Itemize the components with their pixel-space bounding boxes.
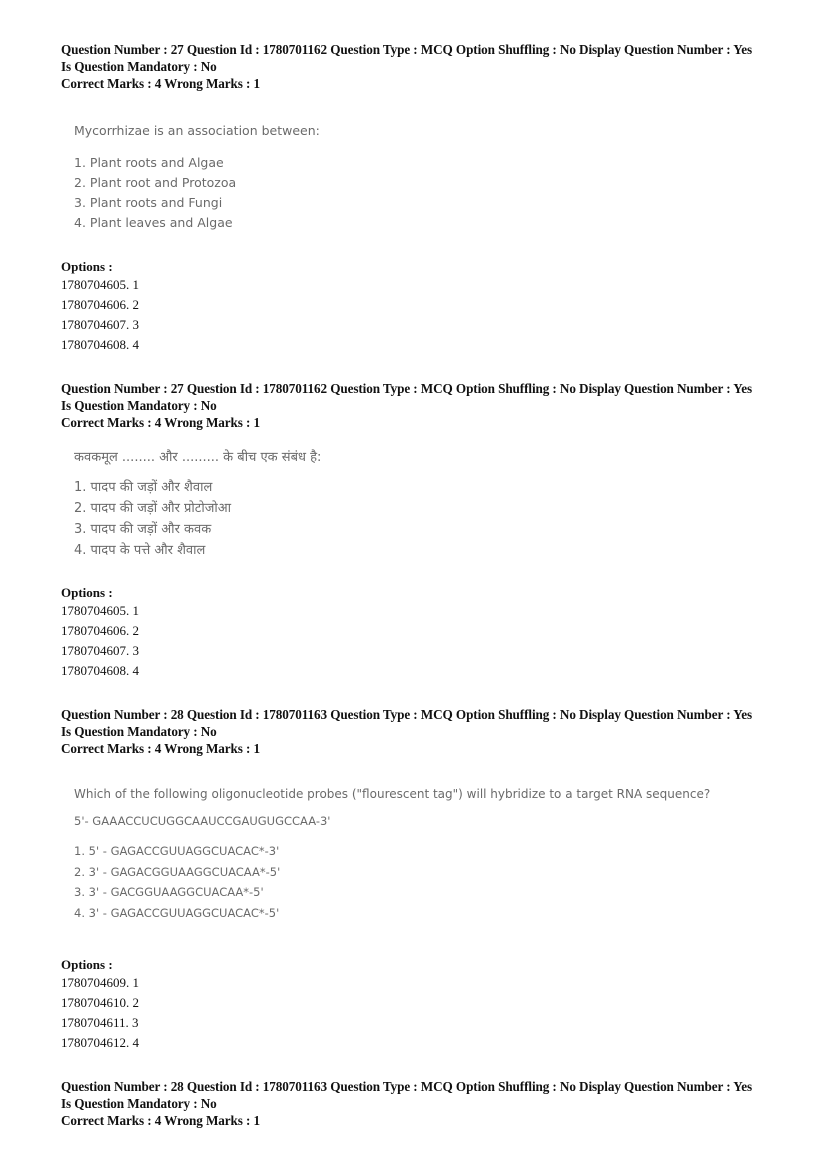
question-mandatory-line: Is Question Mandatory : No [61, 398, 217, 413]
options-title: Options : [61, 957, 113, 972]
question-header [61, 706, 781, 757]
rna-sequence: 5'- GAAACCUCUGGCAAUCCGAUGUGCCAA-3' [74, 814, 331, 828]
option-item: 1780704605. 1 [61, 603, 139, 618]
question-choice: 4. 3' - GAGACCGUUAGGCUACAC*-5' [74, 905, 280, 920]
question-image [74, 447, 321, 561]
question-meta-line: Question Number : 27 Question Id : 1780701162 Question Type : MCQ Option Shuffling : No Display Question Number : Yes [61, 381, 752, 396]
options-title: Options : [61, 259, 113, 274]
question-choice: 2. Plant root and Protozoa [74, 175, 237, 190]
option-item: 1780704607. 3 [61, 317, 139, 332]
question-stem: कवकमूल ........ और ......... के बीच एक संबंध है: [74, 450, 322, 465]
question-marks-line: Correct Marks : 4 Wrong Marks : 1 [61, 741, 261, 756]
question-meta-line: Question Number : 28 Question Id : 1780701163 Question Type : MCQ Option Shuffling : No Display Question Number : Yes [61, 1079, 752, 1094]
question-choice: 2. पादप की जड़ों और प्रोटोजोआ [74, 501, 232, 516]
option-item: 1780704606. 2 [61, 297, 139, 312]
option-item: 1780704612. 4 [61, 1035, 139, 1050]
question-stem: Mycorrhizae is an association between: [74, 123, 320, 138]
question-choice: 1. Plant roots and Algae [74, 155, 224, 170]
question-meta-line: Question Number : 28 Question Id : 1780701163 Question Type : MCQ Option Shuffling : No Display Question Number : Yes [61, 707, 752, 722]
question-choice: 3. पादप की जड़ों और कवक [74, 522, 212, 537]
question-image [74, 787, 710, 923]
option-item: 1780704608. 4 [61, 663, 139, 678]
question-choice: 3. 3' - GACGGUAAGGCUACAA*-5' [74, 885, 264, 899]
question-stem: Which of the following oligonucleotide probes ("flourescent tag") will hybridize to a target RNA sequence? [74, 787, 711, 801]
question-choice: 1. पादप की जड़ों और शैवाल [74, 480, 213, 495]
question-mandatory-line: Is Question Mandatory : No [61, 59, 217, 74]
option-item: 1780704605. 1 [61, 277, 139, 292]
question-choice: 3. Plant roots and Fungi [74, 195, 223, 210]
question-mandatory-line: Is Question Mandatory : No [61, 1096, 217, 1111]
question-choice: 4. Plant leaves and Algae [74, 215, 233, 230]
options-title: Options : [61, 585, 113, 600]
option-item: 1780704609. 1 [61, 975, 139, 990]
question-image [74, 123, 320, 233]
question-mandatory-line: Is Question Mandatory : No [61, 724, 217, 739]
question-header [61, 380, 781, 431]
option-item: 1780704610. 2 [61, 995, 139, 1010]
question-marks-line: Correct Marks : 4 Wrong Marks : 1 [61, 1113, 261, 1128]
question-meta-line: Question Number : 27 Question Id : 1780701162 Question Type : MCQ Option Shuffling : No Display Question Number : Yes [61, 42, 752, 57]
option-item: 1780704611. 3 [61, 1015, 139, 1030]
question-choice: 4. पादप के पत्ते और शैवाल [74, 543, 206, 558]
question-choice: 2. 3' - GAGACGGUAAGGCUACAA*-5' [74, 864, 281, 879]
option-item: 1780704608. 4 [61, 337, 139, 352]
question-header [61, 1078, 781, 1129]
question-header [61, 41, 781, 92]
option-item: 1780704606. 2 [61, 623, 139, 638]
question-marks-line: Correct Marks : 4 Wrong Marks : 1 [61, 415, 261, 430]
option-item: 1780704607. 3 [61, 643, 139, 658]
question-choice: 1. 5' - GAGACCGUUAGGCUACAC*-3' [74, 844, 280, 858]
question-marks-line: Correct Marks : 4 Wrong Marks : 1 [61, 76, 261, 91]
